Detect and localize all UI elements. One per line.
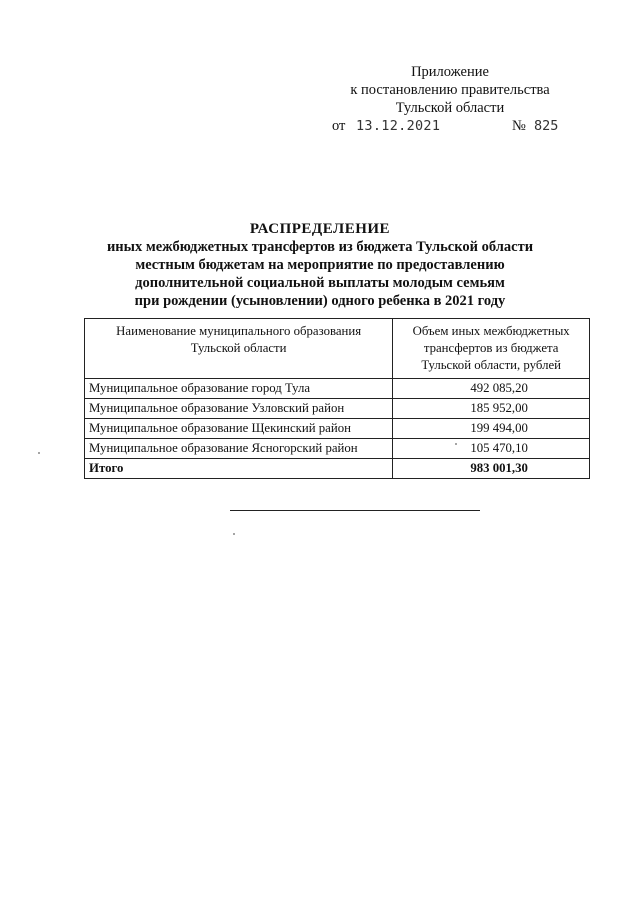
closing-rule [230, 510, 480, 511]
table-row [85, 379, 590, 399]
decree-from-label: от [332, 118, 346, 134]
table-row [85, 439, 590, 459]
distribution-table [84, 318, 590, 479]
scan-speck [233, 533, 235, 535]
column-header-amount-line1: Объем иных межбюджетных [412, 324, 570, 338]
title-line-3: дополнительной социальной выплаты молодым семьям [135, 275, 505, 291]
decree-date: 13.12.2021 [356, 118, 441, 134]
transfer-amount: 185 952,00 [393, 399, 590, 419]
title-line-2: местным бюджетам на мероприятие по предоставлению [135, 257, 505, 273]
table-header-row [85, 319, 590, 379]
municipality-name: Муниципальное образование Ясногорский район [85, 439, 393, 459]
decree-number-sign: № [512, 118, 526, 134]
title-line-4: при рождении (усыновлении) одного ребенка в 2021 году [134, 293, 506, 309]
column-header-municipality [85, 319, 393, 379]
document-title [60, 220, 580, 310]
table-row [85, 419, 590, 439]
appendix-title: Приложение [411, 64, 489, 80]
municipality-name: Муниципальное образование Щекинский район [85, 419, 393, 439]
decree-number: 825 [534, 118, 559, 134]
title-heading: РАСПРЕДЕЛЕНИЕ [249, 221, 391, 237]
scan-speck [455, 443, 457, 445]
scan-speck [38, 452, 40, 454]
decree-reference [332, 118, 572, 138]
column-header-municipality-line1: Наименование муниципального образования [116, 324, 362, 338]
total-amount: 983 001,30 [393, 459, 590, 479]
appendix-resolution: к постановлению правительства [350, 82, 550, 98]
table-total-row [85, 459, 590, 479]
column-header-municipality-line2: Тульской области [190, 341, 287, 355]
column-header-amount [393, 319, 590, 379]
title-line-1: иных межбюджетных трансфертов из бюджета Тульской области [106, 239, 534, 255]
appendix-region: Тульской области [395, 100, 505, 116]
transfer-amount: 492 085,20 [393, 379, 590, 399]
column-header-amount-line3: Тульской области, рублей [421, 358, 561, 372]
transfer-amount: 199 494,00 [393, 419, 590, 439]
table-row [85, 399, 590, 419]
municipality-name: Муниципальное образование город Тула [85, 379, 393, 399]
appendix-header [330, 63, 570, 117]
transfer-amount: 105 470,10 [393, 439, 590, 459]
municipality-name: Муниципальное образование Узловский район [85, 399, 393, 419]
column-header-amount-line2: трансфертов из бюджета [423, 341, 559, 355]
total-label: Итого [85, 459, 393, 479]
